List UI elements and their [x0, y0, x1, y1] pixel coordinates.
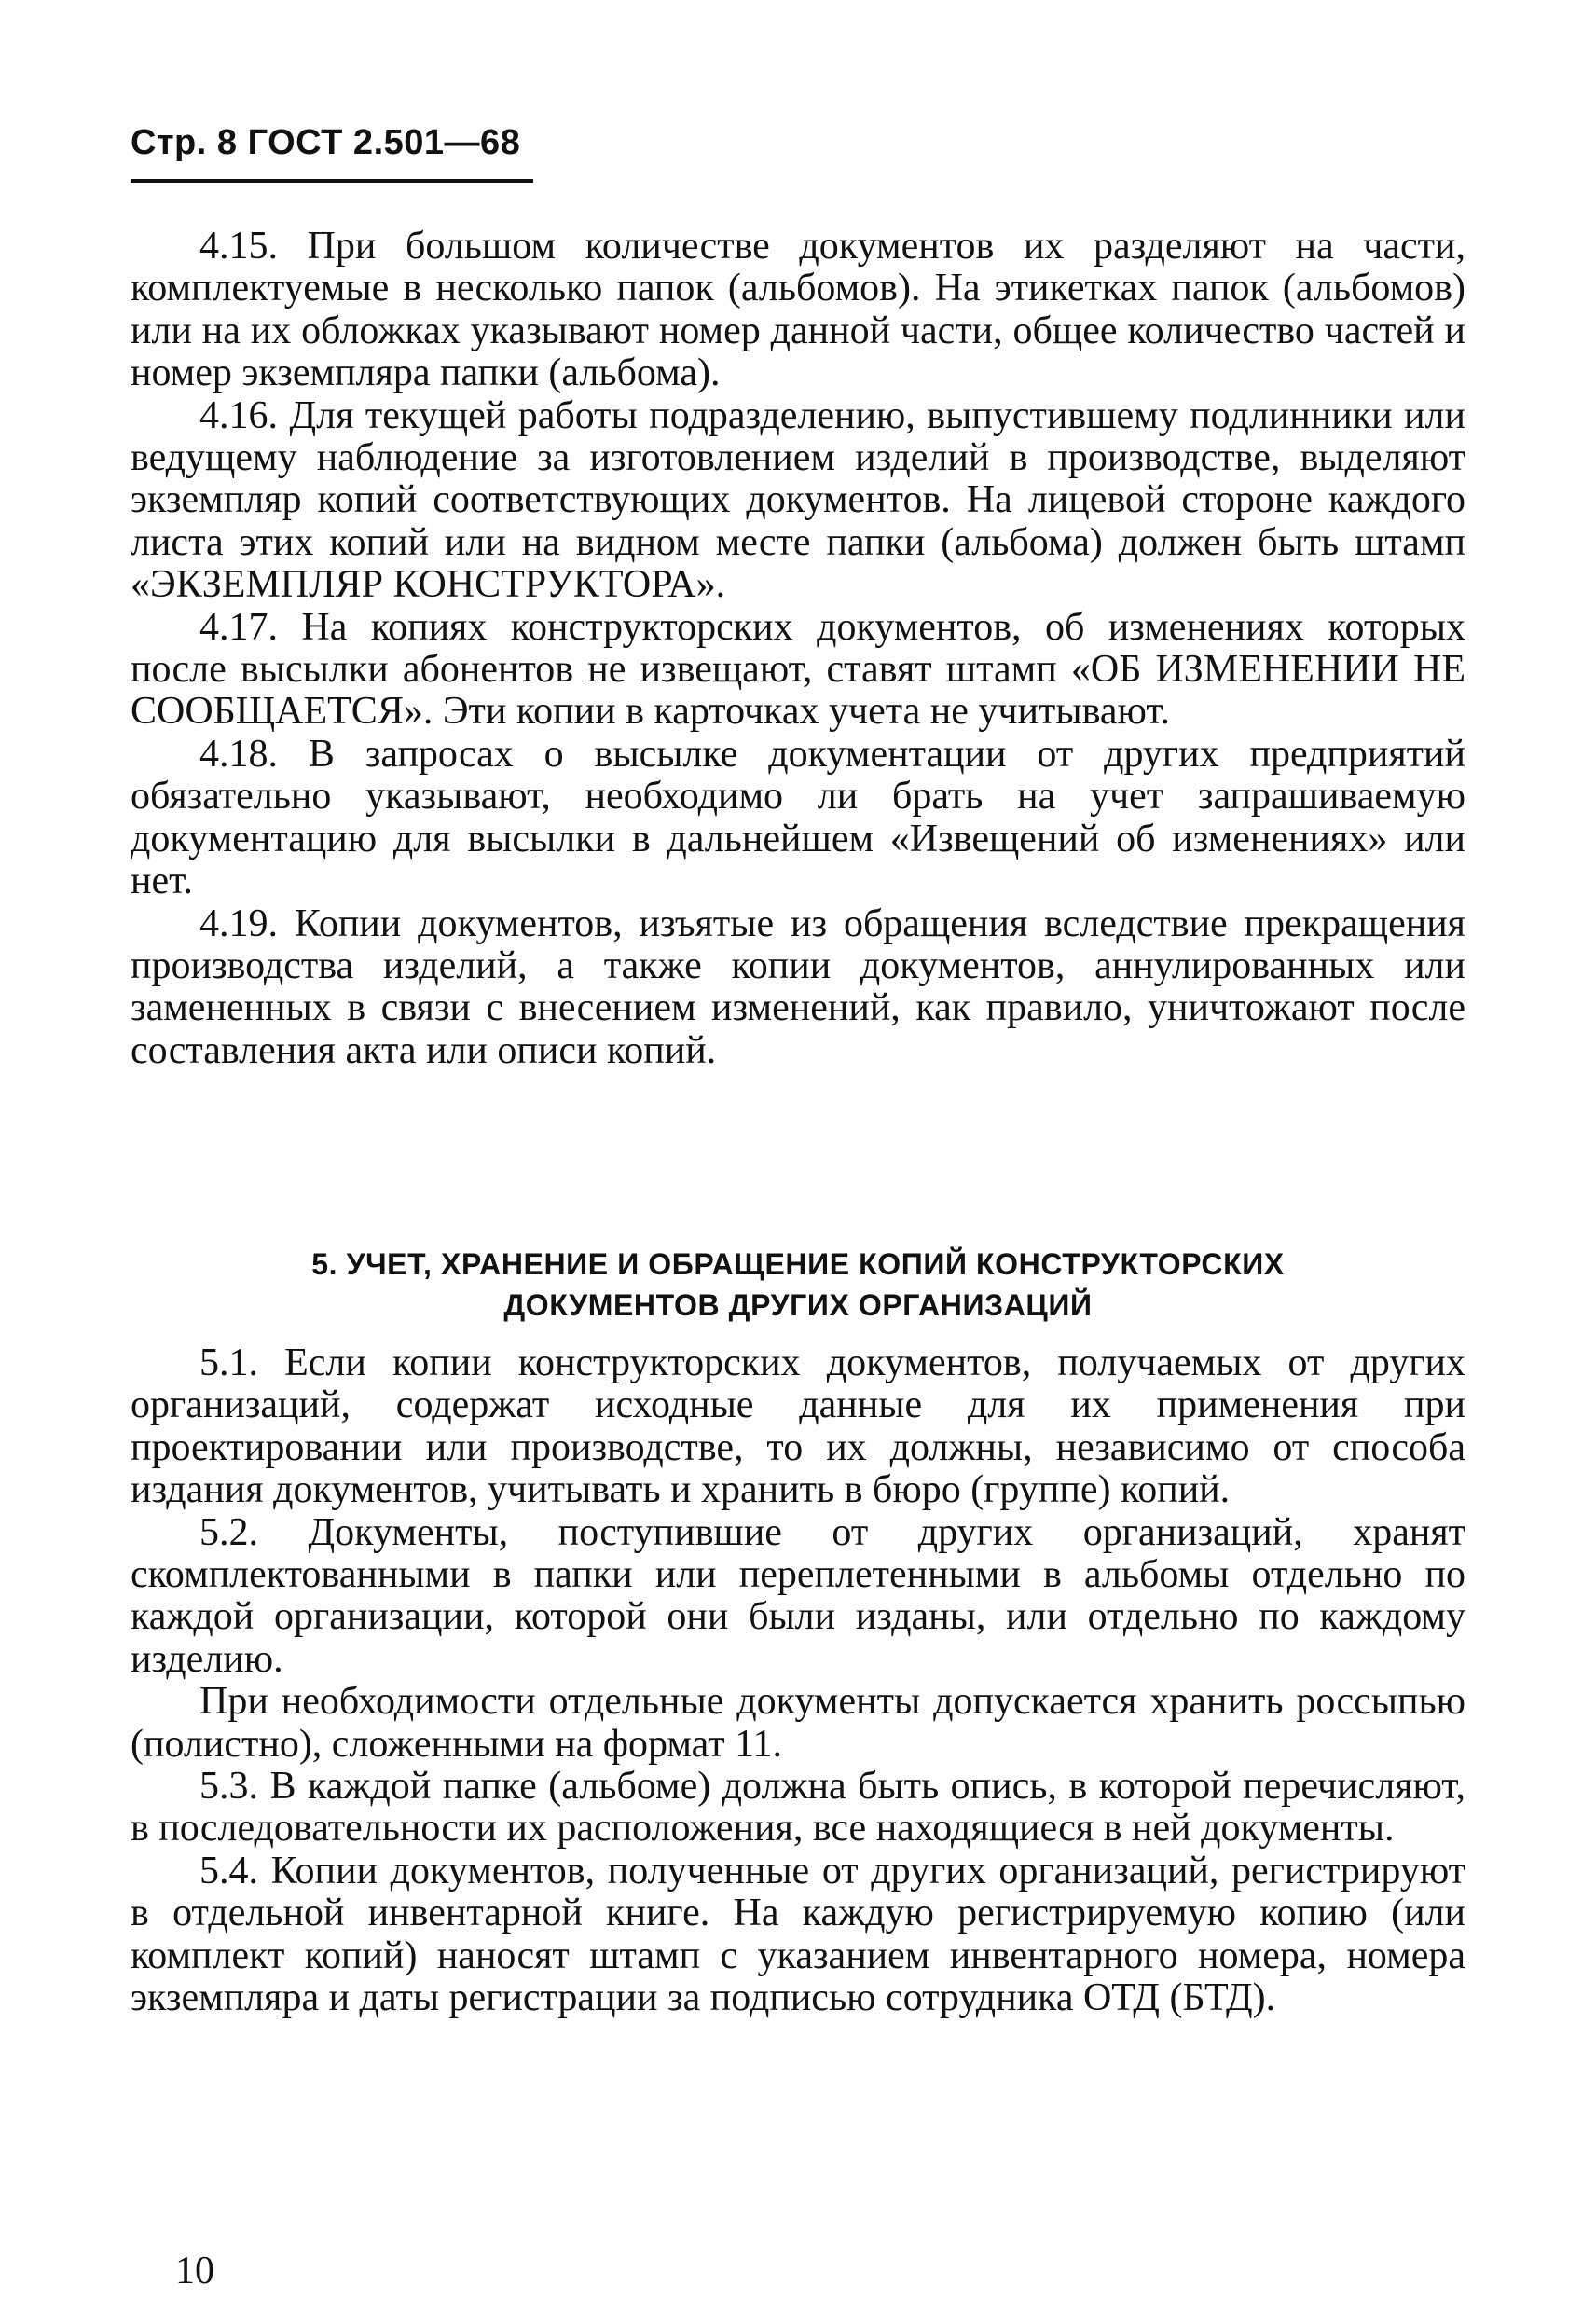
paragraph-5-1: 5.1. Если копии конструкторских документов, получаемых от других организаций, содержат исходные данные для их применения при проектировании или производстве, то их должны, независимо от способа издания документов, учитывать и хранить в бюро (группе) копий. — [131, 1342, 1465, 1512]
paragraph-4-15: 4.15. При большом количестве документов их разделяют на части, комплектуемые в несколько папок (альбомов). На этикетках папок (альбомов) или на их обложках указывают номер данной части, общее количество частей и номер экземпляра папки (альбома). — [131, 225, 1465, 395]
page-number: 10 — [175, 2250, 214, 2292]
section-5-heading-line-1: 5. УЧЕТ, ХРАНЕНИЕ И ОБРАЩЕНИЕ КОПИЙ КОНСТРУКТОРСКИХ — [311, 1247, 1285, 1281]
section-4-text — [131, 226, 1465, 1072]
running-head: Стр. 8 ГОСТ 2.501—68 — [131, 123, 521, 162]
paragraph-5-2: 5.2. Документы, поступившие от других организаций, хранят скомплектованными в папки или переплетенными в альбомы отдельно по каждой организации, которой они были изданы, или отдельно по каждому изделию. — [131, 1510, 1465, 1681]
paragraph-5-4: 5.4. Копии документов, полученные от других организаций, регистрируют в отдельной инвентарной книге. На каждую регистрируемую копию (или комплект копий) наносят штамп с указанием инвентарного номера, номера экземпляра и даты регистрации за подписью сотрудника ОТД (БТД). — [131, 1849, 1465, 2020]
paragraph-5-3: 5.3. В каждой папке (альбоме) должна быть опись, в которой перечисляют, в последовательности их расположения, все находящиеся в ней документы. — [131, 1765, 1465, 1851]
paragraph-4-18: 4.18. В запросах о высылке документации от других предприятий обязательно указывают, необходимо ли брать на учет запрашиваемую документацию для высылки в дальнейшем «Извещений об изменениях» или нет. — [131, 732, 1465, 903]
paragraph-4-17: 4.17. На копиях конструкторских документов, об изменениях которых после высылки абонентов не извещают, ставят штамп «ОБ ИЗМЕНЕНИИ НЕ СООБЩАЕТСЯ». Эти копии в карточках учета не учитывают. — [131, 605, 1465, 734]
section-5-heading-line-2: ДОКУМЕНТОВ ДРУГИХ ОРГАНИЗАЦИЙ — [503, 1288, 1093, 1322]
paragraph-4-16: 4.16. Для текущей работы подразделению, выпустившему подлинники или ведущему наблюдение за изготовлением изделий в производстве, выделяют экземпляр копий соответствующих документов. На лицевой стороне каждого листа этих копий или на видном месте папки (альбома) должен быть штамп «ЭКЗЕМПЛЯР КОНСТРУКТОРА». — [131, 393, 1465, 607]
section-5-heading — [131, 1244, 1465, 1326]
paragraph-5-2-note: При необходимости отдельные документы допускается хранить россыпью (полистно), сложенными на формат 11. — [131, 1680, 1465, 1766]
header-rule — [131, 179, 533, 183]
section-5-text — [131, 1342, 1465, 2020]
paragraph-4-19: 4.19. Копии документов, изъятые из обращения вследствие прекращения производства изделий, а также копии документов, аннулированных или замененных в связи с внесением изменений, как правило, уничтожают после составления акта или описи копий. — [131, 901, 1465, 1072]
